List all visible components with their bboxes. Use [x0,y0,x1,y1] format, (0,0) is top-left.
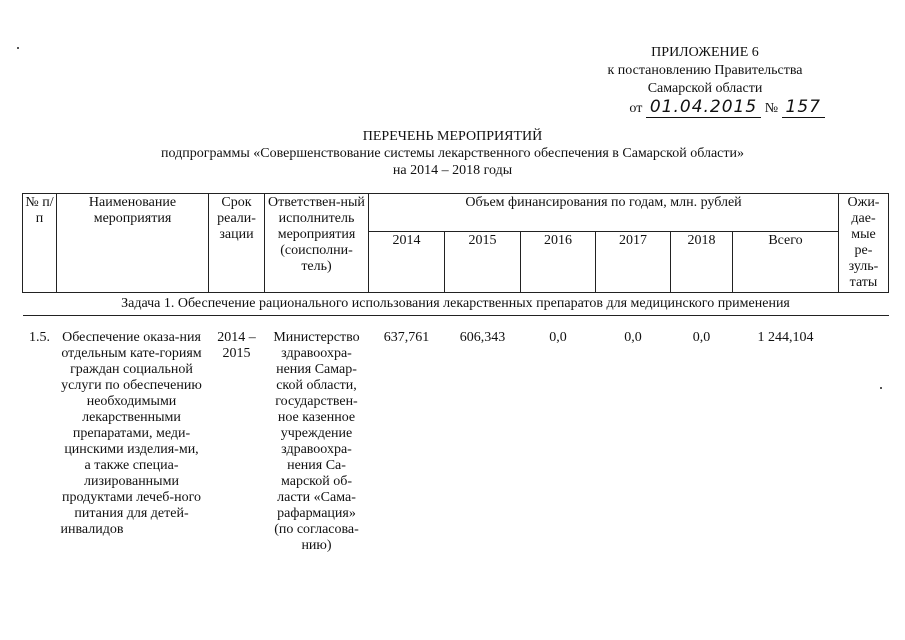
row-name: Обеспечение оказа-ния отдельным кате-гориям граждан социальной услуги по обеспечению необходимыми лекарственными препаратами, меди-цинскими изделия-ми, а также специа-лизированными продуктами лечеб-ного питания для детей-инвалидов [60,330,202,537]
document-title: ПЕРЕЧЕНЬ МЕРОПРИЯТИЙ [362,129,543,144]
appendix-block [585,44,825,118]
row-executor: Министерство здравоохра-нения Самар-ской области, государствен-ное казенное учреждение здравоохра-нения Са-марской об-ласти «Сама-рафармация» (по согласова-нию) [273,330,360,553]
header-name: Наименование мероприятия [57,194,209,293]
date-prefix: от [629,101,643,116]
appendix-date-line [585,98,825,118]
row-value-2014: 637,761 [383,330,430,345]
row-value-2017: 0,0 [624,330,642,345]
document-heading [0,128,905,179]
appendix-line-2: к постановлению Правительства [607,63,803,78]
header-results: Ожи-дае-мые ре-зуль-таты [839,194,889,293]
row-results [839,316,889,556]
row-term: 2014 – 2015 [217,330,256,361]
number-prefix: № [764,101,779,116]
task-row [23,293,889,316]
row-value-2018: 0,0 [692,330,711,345]
header-executor: Ответствен-ный исполнитель мероприятия (соисполни-тель) [265,194,369,293]
header-year: 2017 [596,232,671,293]
appendix-title: ПРИЛОЖЕНИЕ 6 [651,45,759,60]
header-year: 2018 [671,232,733,293]
row-value-2015: 606,343 [459,330,506,345]
header-year: 2014 [369,232,445,293]
task-text: Задача 1. Обеспечение рационального использования лекарственных препаратов для медицинского применения [23,293,889,316]
header-total: Всего [733,232,839,293]
appendix-line-3: Самарской области [647,81,763,96]
header-num: № п/п [23,194,57,293]
scan-speck [880,387,882,389]
row-num: 1.5. [29,330,50,345]
measures-table [22,193,889,555]
header-year: 2016 [521,232,596,293]
header-row [23,194,889,232]
scan-speck [17,47,19,49]
header-term: Срок реали-зации [209,194,265,293]
handwritten-number: 157 [782,97,825,118]
table-row [23,316,889,556]
row-value-2016: 0,0 [549,330,567,345]
header-year: 2015 [445,232,521,293]
header-funding: Объем финансирования по годам, млн. рублей [369,194,839,232]
handwritten-date: 01.04.2015 [646,97,761,118]
document-years: на 2014 – 2018 годы [392,163,513,178]
row-value-total: 1 244,104 [757,330,814,345]
document-subtitle: подпрограммы «Совершенствование системы лекарственного обеспечения в Самарской области» [161,146,744,161]
